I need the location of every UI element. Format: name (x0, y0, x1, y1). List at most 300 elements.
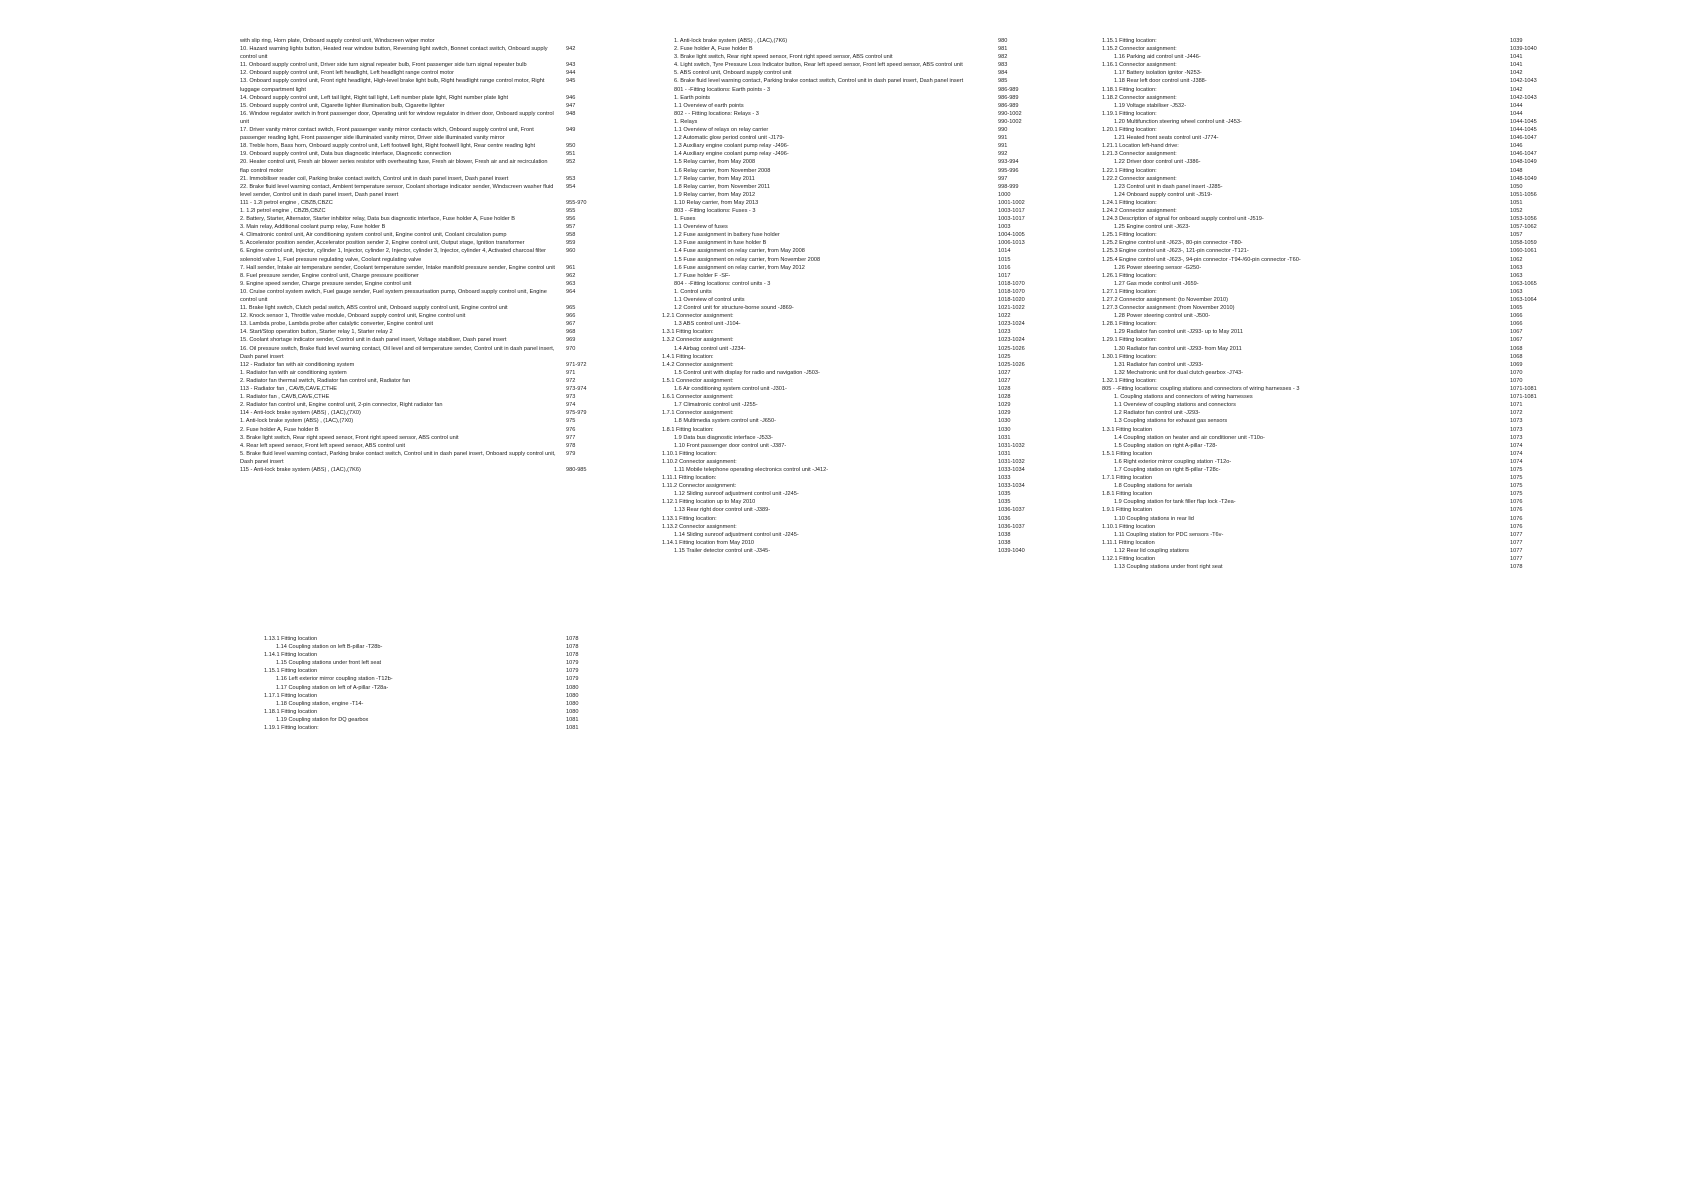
toc-entry (1090, 506, 1560, 514)
toc-entry-page: 952 (566, 159, 576, 166)
toc-entry-page: 1038 (998, 539, 1011, 546)
toc-entry-page: 945 (566, 78, 576, 85)
toc-entry-title: 9. Engine speed sender, Charge pressure sender, Engine control unit (240, 280, 412, 287)
toc-entry-page: 1075 (1510, 466, 1523, 473)
toc-entry-page: 1068 (1510, 353, 1523, 360)
toc-entry-page: 1042 (1510, 86, 1523, 93)
toc-entry-page: 1080 (566, 708, 579, 715)
toc-entry-page: 1080 (566, 684, 579, 691)
toc-entry-page: 1042-1043 (1510, 94, 1537, 101)
toc-entry-title: 1.16 Parking aid control unit -J446- (1114, 54, 1201, 61)
toc-entry-title: 1.30.1 Fitting location: (1102, 353, 1157, 360)
toc-entry-title: 1.1 Overview of control units (674, 297, 745, 303)
toc-entry-page: 990-1002 (998, 110, 1022, 117)
toc-entry-title: 1.3.1 Fitting location (1102, 426, 1153, 433)
toc-entry-page: 1044 (1510, 110, 1523, 117)
toc-entry-title: 18. Treble horn, Bass horn, Onboard supply control unit, Left footwell light, Right footwell light, Rear centre reading light (240, 143, 536, 150)
toc-entry (1090, 158, 1560, 166)
toc-section-heading (240, 361, 610, 369)
toc-entry-title: 20. Heater control unit, Fresh air blower series resistor with overheating fuse, Fresh air blower, Fresh air and air recirculation flap control motor (240, 159, 548, 174)
toc-entry (240, 126, 610, 142)
toc-entry-page: 1035 (998, 491, 1011, 498)
toc-entry-title: 2. Radiator fan thermal switch, Radiator fan control unit, Radiator fan (240, 377, 411, 384)
toc-entry-title: 1.13 Coupling stations under front right seat (1114, 564, 1223, 571)
toc-entry-page: 967 (566, 321, 576, 328)
toc-entry-page: 947 (566, 102, 576, 109)
toc-entry-title: 1. Earth points (674, 94, 711, 101)
toc-entry (1090, 466, 1560, 474)
toc-entry-title: 1.8 Coupling stations for aerials (1114, 483, 1193, 490)
toc-entry (1090, 134, 1560, 142)
toc-entry-page: 1041 (1510, 62, 1523, 69)
toc-entry-page: 1079 (566, 668, 579, 675)
toc-entry (1090, 199, 1560, 207)
toc-entry-page: 1038 (998, 531, 1011, 538)
toc-entry-title: 1.8 Multimedia system control unit -J650- (674, 418, 776, 425)
toc-entry (240, 643, 610, 651)
toc-entry (1090, 167, 1560, 175)
toc-entry (240, 37, 610, 45)
toc-entry (662, 466, 1042, 474)
toc-entry (662, 264, 1042, 272)
toc-entry-page: 1063 (1510, 264, 1523, 271)
toc-entry-title: 16. Window regulator switch in front passenger door, Operating unit for window regulator in driver door, Onboard supply control unit (240, 110, 554, 125)
toc-entry-title: 1.3 Coupling stations for exhaust gas sensors (1114, 418, 1228, 425)
toc-entry-page: 1042 (1510, 70, 1523, 77)
toc-entry (1090, 77, 1560, 85)
toc-entry (1090, 110, 1560, 118)
toc-entry-page: 1078 (566, 644, 579, 651)
toc-entry-page: 1057 (1510, 232, 1523, 239)
toc-entry-page: 1001-1002 (998, 199, 1025, 206)
toc-entry-title: 1.10 Coupling stations in rear lid (1114, 515, 1194, 522)
toc-entry-page: 1075 (1510, 483, 1523, 490)
toc-entry-title: 1.18 Coupling station, engine -T14- (276, 700, 364, 707)
toc-entry (662, 393, 1042, 401)
toc-entry-page: 1014 (998, 248, 1011, 255)
toc-entry (1090, 280, 1560, 288)
toc-entry (240, 207, 610, 215)
toc-entry-title: 1.6 Air conditioning system control unit -J301- (674, 386, 787, 393)
toc-entry-page: 946 (566, 94, 576, 101)
toc-entry (1090, 94, 1560, 102)
toc-entry (662, 474, 1042, 482)
toc-entry-title: 1.4 Auxiliary engine coolant pump relay -J496- (674, 151, 789, 158)
toc-entry (1090, 45, 1560, 53)
toc-entry-page: 1000 (998, 191, 1011, 198)
toc-entry (240, 223, 610, 231)
toc-entry-title: 1.16.1 Connector assignment: (1102, 62, 1177, 69)
toc-entry-title: 1.1 Overview of coupling stations and connectors (1114, 402, 1236, 409)
toc-entry-page: 950 (566, 143, 576, 150)
toc-entry-title: 15. Coolant shortage indicator sender, Control unit in dash panel insert, Voltage stabiliser, Dash panel insert (240, 337, 507, 344)
toc-entry-page: 1077 (1510, 547, 1523, 554)
toc-entry-title: 1.7.1 Connector assignment: (662, 410, 734, 417)
toc-entry-page: 1003-1017 (998, 207, 1025, 214)
toc-entry (240, 231, 610, 239)
toc-entry (662, 458, 1042, 466)
toc-entry (662, 385, 1042, 393)
toc-entry-page: 965 (566, 305, 576, 312)
toc-entry-page: 1029 (998, 410, 1011, 417)
toc-entry-title: 1.7 Climatronic control unit -J255- (674, 402, 758, 409)
toc-entry-title: 1.19 Coupling station for DQ gearbox (276, 716, 369, 723)
toc-entry-page: 1079 (566, 660, 579, 667)
toc-entry-page: 1075 (1510, 491, 1523, 498)
toc-entry (662, 320, 1042, 328)
toc-entry (240, 288, 610, 304)
toc-entry (240, 158, 610, 174)
toc-entry-title: 1.11 Coupling station for PDC sensors -T6v- (1114, 531, 1224, 538)
toc-entry (1090, 426, 1560, 434)
toc-entry-title: 1.11.1 Fitting location (1102, 539, 1155, 546)
toc-entry-title: 1. Radiator fan , CAVB,CAVE,CTHE (240, 394, 330, 401)
toc-entry-title: 1.4 Fuse assignment on relay carrier, from May 2008 (674, 248, 805, 255)
toc-entry-page: 1063 (1510, 272, 1523, 279)
toc-entry (662, 434, 1042, 442)
toc-entry (1090, 207, 1560, 215)
toc-entry-page: 1031-1032 (998, 458, 1025, 465)
toc-entry (662, 353, 1042, 361)
toc-entry-title: 1.15 Trailer detector control unit -J345- (674, 547, 771, 554)
toc-entry-page: 1018-1020 (998, 297, 1025, 303)
toc-entry (1090, 53, 1560, 61)
toc-entry-title: 3. Main relay, Additional coolant pump relay, Fuse holder B (240, 224, 386, 231)
toc-entry (662, 150, 1042, 158)
toc-entry-title: 4. Light switch, Tyre Pressure Loss Indicator button, Rear left speed sensor, Front left speed sensor, ABS control unit (674, 62, 963, 69)
toc-entry-page: 998-999 (998, 183, 1019, 190)
toc-section-heading (662, 280, 1042, 288)
toc-entry-title: 1.4.2 Connector assignment: (662, 361, 734, 368)
toc-entry (240, 450, 610, 466)
toc-entry-title: 1.12 Rear lid coupling stations (1114, 547, 1189, 554)
toc-entry-title: 19. Onboard supply control unit, Data bus diagnostic interface, Diagnostic connection (240, 151, 451, 158)
toc-entry-title: 1.9.1 Fitting location (1102, 507, 1153, 514)
toc-entry (1090, 474, 1560, 482)
toc-entry-page: 1071-1081 (1510, 394, 1537, 401)
toc-entry (1090, 523, 1560, 531)
toc-entry (1090, 61, 1560, 69)
toc-entry-title: 3. Brake light switch, Rear right speed sensor, Front right speed sensor, ABS control unit (240, 434, 459, 441)
toc-entry-page: 1046-1047 (1510, 135, 1537, 142)
toc-entry-title: 6. Brake fluid level warning contact, Parking brake contact switch, Control unit in dash panel insert, Dash panel insert (674, 78, 964, 85)
toc-entry-page: 971-972 (566, 361, 587, 368)
toc-entry-title: 1.9 Data bus diagnostic interface -J533- (674, 434, 773, 441)
toc-entry-page: 1080 (566, 700, 579, 707)
toc-entry-title: 1.12 Sliding sunroof adjustment control unit -J245- (674, 491, 799, 498)
toc-entry-page: 1039-1040 (998, 547, 1025, 554)
toc-entry (662, 215, 1042, 223)
toc-entry-title: 4. Rear left speed sensor, Front left speed sensor, ABS control unit (240, 442, 406, 449)
toc-entry-title: 1.26.1 Fitting location: (1102, 272, 1157, 279)
toc-entry-page: 1079 (566, 676, 579, 683)
toc-entry-title: 1.19.1 Fitting location: (264, 725, 319, 732)
toc-entry-page: 1081 (566, 725, 579, 732)
toc-entry-title: 1.14 Sliding sunroof adjustment control unit -J245- (674, 531, 799, 538)
toc-entry (240, 434, 610, 442)
toc-entry-title: 13. Onboard supply control unit, Front right headlight, High-level brake light bulb, Right headlight range control motor, Right luggage compartment light (240, 78, 545, 93)
toc-entry-title: 1.5.1 Fitting location (1102, 450, 1153, 457)
toc-entry-title: 1.4 Airbag control unit -J234- (674, 345, 746, 352)
toc-entry (240, 659, 610, 667)
toc-entry-title: 13. Lambda probe, Lambda probe after catalytic converter, Engine control unit (240, 321, 434, 328)
toc-entry (240, 320, 610, 328)
toc-entry-page: 1080 (566, 692, 579, 699)
toc-entry-title: 111 - 1.2l petrol engine , CBZB,CBZC (240, 199, 333, 206)
toc-entry-page: 1067 (1510, 329, 1523, 336)
toc-entry (662, 547, 1042, 555)
toc-entry-title: 1.29.1 Fitting location: (1102, 337, 1157, 344)
toc-entry-page: 1003 (998, 224, 1011, 231)
toc-entry-page: 1023-1024 (998, 321, 1025, 328)
toc-entry-page: 961 (566, 264, 576, 271)
toc-entry (240, 336, 610, 344)
toc-entry-title: 1.1 Overview of earth points (674, 102, 744, 109)
toc-entry (1090, 547, 1560, 555)
toc-entry-page: 1006-1013 (998, 240, 1025, 247)
toc-entry (662, 515, 1042, 523)
toc-entry-title: 113 - Radiator fan , CAVB,CAVE,CTHE (240, 386, 337, 393)
toc-entry-title: 1.6 Relay carrier, from November 2008 (674, 167, 771, 174)
toc-entry (240, 280, 610, 288)
toc-entry (240, 708, 610, 716)
toc-entry (662, 482, 1042, 490)
toc-entry-page: 958 (566, 232, 576, 239)
toc-entry (240, 150, 610, 158)
toc-entry (1090, 409, 1560, 417)
toc-entry-page: 971 (566, 369, 576, 376)
toc-entry-page: 954 (566, 183, 576, 190)
toc-entry-title: 1.7 Relay carrier, from May 2011 (674, 175, 755, 182)
toc-entry (1090, 247, 1560, 255)
toc-entry-title: 11. Brake light switch, Clutch pedal switch, ABS control unit, Onboard supply control unit, Engine control unit (240, 305, 508, 312)
toc-entry-title: 1.18.1 Fitting location: (1102, 86, 1157, 93)
toc-entry-title: 1.23 Control unit in dash panel insert -J285- (1114, 183, 1223, 190)
toc-entry-title: 1.21.1 Location left-hand drive: (1102, 143, 1179, 150)
toc-entry-title: 1.28.1 Fitting location: (1102, 321, 1157, 328)
toc-entry-title: 1.5 Coupling station on right A-pillar -T28- (1114, 442, 1218, 449)
toc-entry (1090, 328, 1560, 336)
toc-entry (1090, 498, 1560, 506)
toc-entry-page: 1066 (1510, 321, 1523, 328)
toc-entry-page: 968 (566, 329, 576, 336)
toc-entry (240, 94, 610, 102)
toc-entry-page: 942 (566, 46, 576, 53)
toc-entry (662, 272, 1042, 280)
toc-entry (240, 328, 610, 336)
toc-entry (1090, 393, 1560, 401)
toc-entry-title: 1.8.1 Fitting location: (662, 426, 714, 433)
toc-entry-page: 1073 (1510, 418, 1523, 425)
toc-entry-page: 966 (566, 313, 576, 320)
toc-entry (662, 256, 1042, 264)
toc-entry-page: 1048 (1510, 167, 1523, 174)
toc-entry-page: 1028 (998, 394, 1011, 401)
toc-entry-page: 972 (566, 377, 576, 384)
toc-entry-title: 2. Fuse holder A, Fuse holder B (240, 426, 319, 433)
toc-entry-title: 1.20 Multifunction steering wheel control unit -J453- (1114, 118, 1242, 125)
toc-entry-page: 977 (566, 434, 576, 441)
toc-entry-title: 1.27 Gas mode control unit -J659- (1114, 280, 1199, 287)
toc-entry (1090, 531, 1560, 539)
toc-entry (662, 296, 1042, 304)
toc-entry (240, 247, 610, 263)
toc-entry (240, 724, 610, 732)
toc-entry-title: 1.20.1 Fitting location: (1102, 127, 1157, 134)
toc-entry-title: 1.2.1 Connector assignment: (662, 313, 734, 320)
toc-entry-page: 1039 (1510, 38, 1523, 44)
toc-entry (240, 239, 610, 247)
toc-entry-page: 1018-1070 (998, 280, 1025, 287)
toc-entry-title: 1.15.2 Connector assignment: (1102, 46, 1177, 53)
toc-entry-page: 1078 (1510, 564, 1523, 571)
toc-entry (1090, 417, 1560, 425)
toc-entry-page: 962 (566, 272, 576, 279)
toc-entry-page: 970 (566, 345, 576, 352)
toc-column-1 (240, 37, 610, 474)
toc-entry-page: 1033 (998, 475, 1011, 482)
toc-entry-page: 1025-1026 (998, 345, 1025, 352)
toc-entry-page: 1015 (998, 256, 1011, 263)
toc-entry (240, 215, 610, 223)
toc-entry-page: 1036 (998, 515, 1011, 522)
toc-entry (662, 53, 1042, 61)
toc-entry (662, 167, 1042, 175)
toc-entry-page: 982 (998, 54, 1008, 61)
toc-entry (662, 142, 1042, 150)
toc-entry (1090, 361, 1560, 369)
toc-entry-page: 964 (566, 288, 576, 295)
toc-entry-page: 1031-1032 (998, 442, 1025, 449)
toc-entry-title: 1.10 Front passenger door control unit -J387- (674, 442, 787, 449)
toc-entry (662, 61, 1042, 69)
toc-entry (1090, 126, 1560, 134)
toc-entry-title: 1.19.1 Fitting location: (1102, 110, 1157, 117)
toc-entry-page: 978 (566, 442, 576, 449)
toc-entry-title: 801 - -Fitting locations: Earth points - 3 (674, 86, 771, 93)
toc-entry (240, 684, 610, 692)
toc-entry (662, 223, 1042, 231)
toc-entry-page: 1073 (1510, 426, 1523, 433)
toc-entry-title: 1.14.1 Fitting location (264, 652, 318, 659)
toc-entry-title: 1.14 Coupling station on left B-pillar -T28b- (276, 644, 383, 651)
toc-entry-page: 1076 (1510, 515, 1523, 522)
toc-entry (662, 158, 1042, 166)
toc-entry-page: 1077 (1510, 539, 1523, 546)
toc-entry (240, 45, 610, 61)
toc-entry-title: 1.25 Engine control unit -J623- (1114, 224, 1191, 231)
toc-entry (240, 393, 610, 401)
toc-entry-title: 1.8 Relay carrier, from November 2011 (674, 183, 770, 190)
toc-entry-title: 1.18.2 Connector assignment: (1102, 94, 1177, 101)
toc-entry (1090, 434, 1560, 442)
toc-entry-page: 1081 (566, 716, 579, 723)
toc-entry (1090, 37, 1560, 45)
toc-entry-page: 1033-1034 (998, 466, 1025, 473)
toc-entry-page: 983 (998, 62, 1008, 69)
toc-entry-title: 12. Onboard supply control unit, Front left headlight, Left headlight range control motor (240, 70, 454, 77)
toc-entry-page: 1072 (1510, 410, 1523, 417)
toc-entry (1090, 336, 1560, 344)
toc-entry (1090, 563, 1560, 571)
toc-entry-page: 984 (998, 70, 1008, 77)
toc-entry-page: 1070 (1510, 377, 1523, 384)
toc-entry (1090, 490, 1560, 498)
toc-entry-title: 1.32 Mechatronic unit for dual clutch gearbox -J743- (1114, 369, 1244, 376)
toc-entry-page: 1021-1022 (998, 305, 1025, 312)
toc-entry-title: 2. Battery, Starter, Alternator, Starter inhibitor relay, Data bus diagnostic interface, Fuse holder A, Fuse holder B (240, 216, 515, 223)
toc-entry-page: 1068 (1510, 345, 1523, 352)
toc-entry-title: 2. Fuse holder A, Fuse holder B (674, 46, 753, 53)
toc-entry-page: 973 (566, 394, 576, 401)
toc-entry-title: 1. Anti-lock brake system (ABS) , (1AC),(7K6) (674, 38, 788, 44)
toc-entry-page: 1036-1037 (998, 507, 1025, 514)
toc-entry (240, 377, 610, 385)
toc-entry (1090, 555, 1560, 563)
toc-entry-title: 803 - -Fitting locations: Fuses - 3 (674, 207, 756, 214)
toc-entry-title: 1.22.1 Fitting location: (1102, 167, 1157, 174)
toc-entry-page: 1074 (1510, 458, 1523, 465)
toc-entry-page: 1078 (566, 636, 579, 642)
toc-section-heading (1090, 385, 1560, 393)
toc-entry-page: 1053-1056 (1510, 216, 1537, 223)
toc-section-heading (662, 86, 1042, 94)
toc-entry-page: 980-985 (566, 466, 587, 473)
toc-entry-title: 1.17 Coupling station on left of A-pillar -T28a- (276, 684, 389, 691)
toc-entry (1090, 239, 1560, 247)
toc-entry (662, 539, 1042, 547)
toc-entry-page: 1023 (998, 329, 1011, 336)
toc-section-heading (240, 385, 610, 393)
toc-entry (240, 700, 610, 708)
toc-entry-title: 1.18 Rear left door control unit -J388- (1114, 78, 1207, 85)
toc-entry-title: 1.10.1 Fitting location: (662, 450, 717, 457)
toc-entry-title: 1.18.1 Fitting location (264, 708, 318, 715)
toc-entry (662, 199, 1042, 207)
toc-entry-title: 1.29 Radiator fan control unit -J293- up to May 2011 (1114, 329, 1243, 336)
toc-entry-title: 17. Driver vanity mirror contact switch, Front passenger vanity mirror contacts witch, Onboard supply control unit, Front passenger reading light, Front passenger side illuminated vanity mirror, Driver side illuminated vanity mirror (240, 127, 534, 142)
toc-entry (662, 94, 1042, 102)
toc-entry-page: 963 (566, 280, 576, 287)
toc-section-heading (662, 207, 1042, 215)
toc-entry-title: 1.13 Rear right door control unit -J389- (674, 507, 771, 514)
toc-entry (662, 417, 1042, 425)
toc-entry (1090, 86, 1560, 94)
toc-entry (662, 328, 1042, 336)
toc-entry-title: 1.12.1 Fitting location (1102, 556, 1156, 562)
toc-entry (662, 312, 1042, 320)
toc-entry-title: 10. Hazard warning lights button, Heated rear window button, Reversing light switch, Bonnet contact switch, Onboard supply control unit (240, 46, 548, 61)
toc-entry-page: 975 (566, 418, 576, 425)
toc-entry-title: 4. Climatronic control unit, Air conditioning system control unit, Engine control unit, Coolant circulation pump (240, 232, 507, 239)
toc-entry (1090, 175, 1560, 183)
toc-entry-page: 1052 (1510, 207, 1523, 214)
toc-entry-title: 1.6 Fuse assignment on relay carrier, from May 2012 (674, 264, 805, 271)
toc-entry-title: 5. Brake fluid level warning contact, Parking brake contact switch, Control unit in dash panel insert, Onboard supply control unit, Dash panel insert (240, 450, 556, 465)
toc-entry-page: 1041 (1510, 54, 1523, 61)
toc-entry (240, 442, 610, 450)
toc-entry-title: 1.6.1 Connector assignment: (662, 394, 734, 401)
toc-entry-page: 979 (566, 450, 576, 457)
toc-entry (662, 498, 1042, 506)
toc-entry (1090, 102, 1560, 110)
toc-entry (662, 134, 1042, 142)
toc-entry-title: 1.15.1 Fitting location (264, 668, 318, 675)
toc-entry-title: 1. Relays (674, 118, 698, 125)
toc-entry-title: 1. Radiator fan with air conditioning system (240, 369, 347, 376)
toc-entry-page: 1044 (1510, 102, 1523, 109)
toc-entry-page: 1022 (998, 313, 1011, 320)
